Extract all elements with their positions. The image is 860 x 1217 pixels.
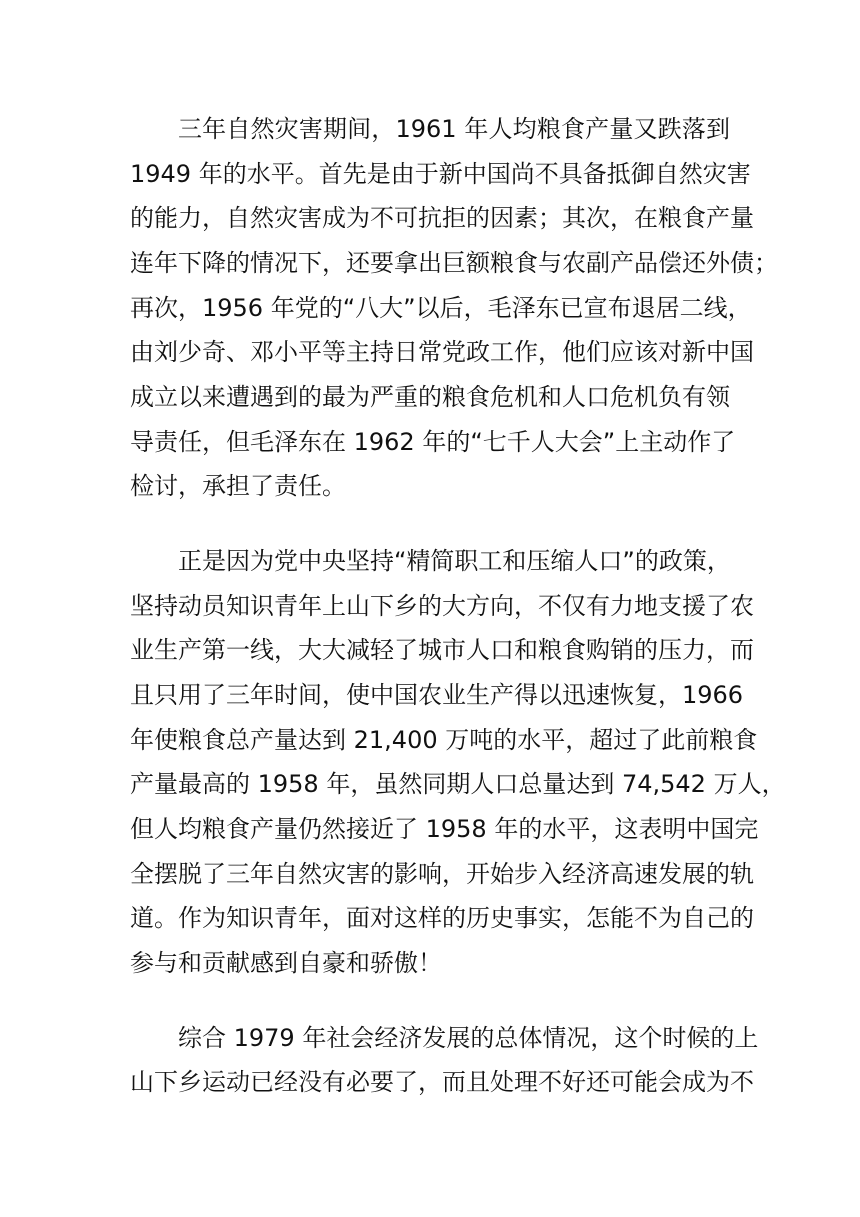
paragraph-line: 业生产第一线，大大减轻了城市人口和粮食购销的压力，而 [130, 636, 754, 664]
paragraph-line: 山下乡运动已经没有必要了，而且处理不好还可能会成为不 [130, 1068, 754, 1096]
paragraph-line: 坚持动员知识青年上山下乡的大方向，不仅有力地支援了农 [130, 592, 754, 620]
paragraph-line: 的能力，自然灾害成为不可抗拒的因素；其次，在粮食产量 [130, 204, 754, 232]
paragraph-line: 参与和贡献感到自豪和骄傲！ [130, 949, 442, 977]
paragraph-line: 连年下降的情况下，还要拿出巨额粮食与农副产品偿还外债； [130, 249, 778, 277]
paragraph-line: 再次，1956 年党的“八大”以后，毛泽东已宣布退居二线， [130, 294, 752, 322]
paragraph-line: 由刘少奇、邓小平等主持日常党政工作，他们应该对新中国 [130, 338, 754, 366]
paragraph-line: 产量最高的 1958 年，虽然同期人口总量达到 74,542 万人， [130, 770, 786, 798]
paragraph-line: 道。作为知识青年，面对这样的历史事实，怎能不为自己的 [130, 904, 754, 932]
paragraph-line: 1949 年的水平。首先是由于新中国尚不具备抵御自然灾害 [130, 160, 751, 188]
paragraph-line: 全摆脱了三年自然灾害的影响，开始步入经济高速发展的轨 [130, 860, 754, 888]
paragraph-line: 检讨，承担了责任。 [130, 472, 346, 500]
paragraph-line: 年使粮食总产量达到 21,400 万吨的水平，超过了此前粮食 [130, 726, 758, 754]
paragraph-line: 导责任，但毛泽东在 1962 年的“七千人大会”上主动作了 [130, 428, 736, 456]
paragraph-line: 但人均粮食产量仍然接近了 1958 年的水平，这表明中国完 [130, 815, 759, 843]
paragraph-line: 成立以来遭遇到的最为严重的粮食危机和人口危机负有领 [130, 383, 730, 411]
paragraph-line: 综合 1979 年社会经济发展的总体情况，这个时候的上 [178, 1024, 759, 1052]
paragraph-line: 三年自然灾害期间，1961 年人均粮食产量又跌落到 [178, 115, 730, 143]
paragraph-line: 正是因为党中央坚持“精简职工和压缩人口”的政策， [178, 547, 731, 575]
paragraph-line: 且只用了三年时间，使中国农业生产得以迅速恢复，1966 [130, 681, 744, 709]
